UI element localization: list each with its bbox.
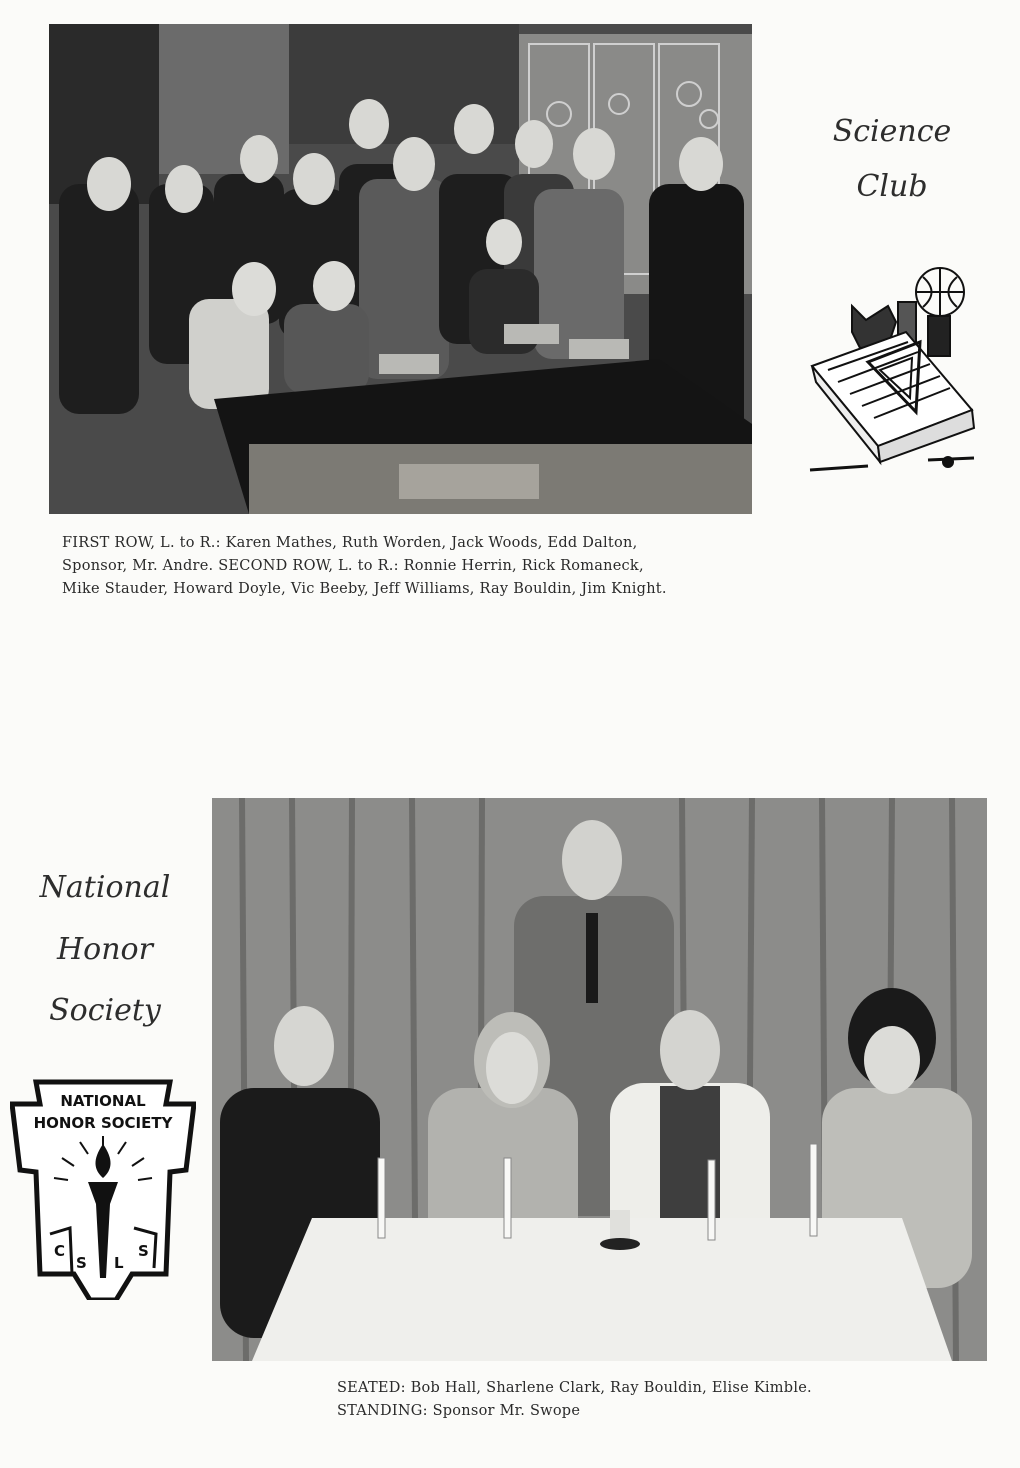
nhs-caption-line2: STANDING: Sponsor Mr. Swope (337, 1403, 581, 1419)
nhs-title-line2: Honor (57, 932, 153, 967)
science-caption-line2: Sponsor, Mr. Andre. SECOND ROW, L. to R.: Ronnie Herrin, Rick Romaneck, (62, 558, 644, 574)
science-club-caption (62, 532, 667, 601)
emblem-line1: NATIONAL (60, 1092, 146, 1110)
emblem-letter-l: L (114, 1254, 124, 1272)
honor-society-caption (337, 1377, 812, 1423)
nhs-caption-line1: SEATED: Bob Hall, Sharlene Clark, Ray Bouldin, Elise Kimble. (337, 1380, 812, 1396)
nhs-title-line1: National (39, 870, 171, 905)
honor-society-photo (212, 798, 987, 1361)
science-caption-line3: Mike Stauder, Howard Doyle, Vic Beeby, Jeff Williams, Ray Bouldin, Jim Knight. (62, 581, 667, 597)
emblem-letter-c: C (54, 1242, 66, 1260)
nhs-title-line3: Society (49, 993, 161, 1028)
emblem-line2: HONOR SOCIETY (33, 1114, 173, 1132)
torch-keystone-emblem (10, 1078, 196, 1300)
emblem-letter-s1: S (76, 1254, 87, 1272)
science-books-globe-drawing (808, 262, 976, 480)
science-club-photo (49, 24, 752, 514)
emblem-letter-s2: S (138, 1242, 149, 1260)
science-club-title-line2: Club (856, 169, 928, 204)
science-club-title-line1: Science (832, 114, 952, 149)
science-caption-line1: FIRST ROW, L. to R.: Karen Mathes, Ruth Worden, Jack Woods, Edd Dalton, (62, 535, 638, 551)
